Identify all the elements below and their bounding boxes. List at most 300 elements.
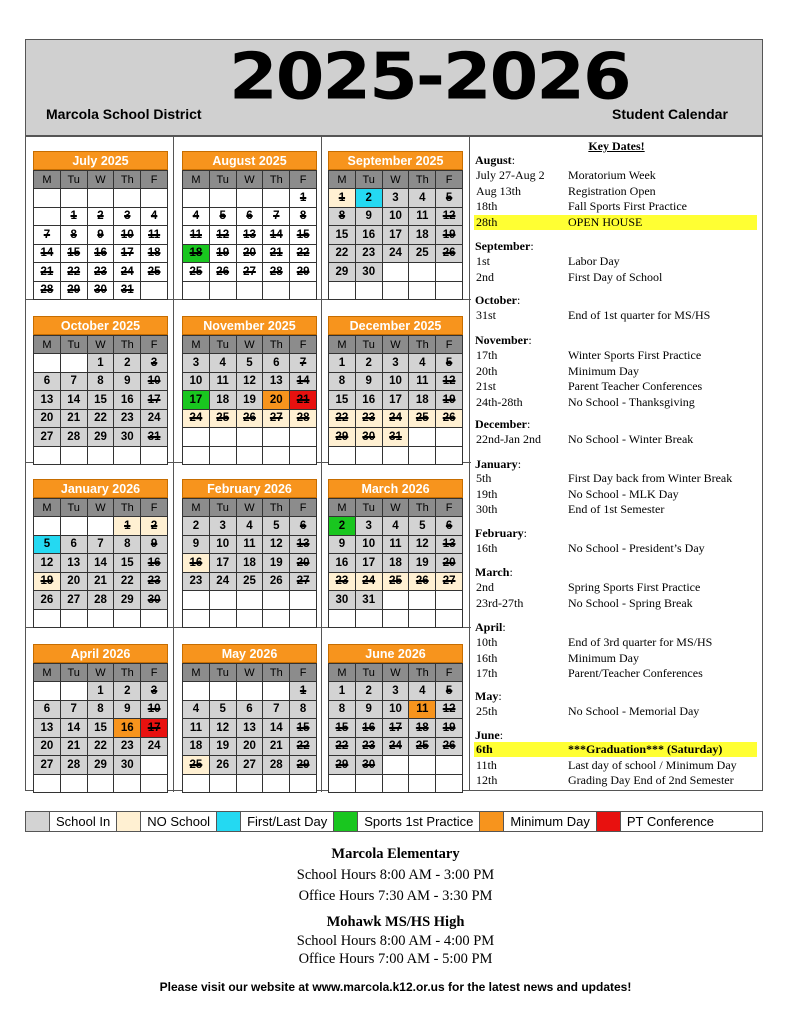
day-cell: 19 [263,554,290,573]
day-cell: 20 [60,572,87,591]
day-cell: 1 [329,189,356,208]
day-cell [114,189,141,208]
weekday-header: F [290,336,317,354]
day-cell: 1 [290,189,317,208]
day-cell [329,774,356,793]
day-cell: 14 [60,391,87,410]
day-cell: 21 [34,263,61,282]
day-cell: 29 [114,591,141,610]
day-cell: 1 [114,517,141,536]
day-cell: 22 [87,409,114,428]
weekday-header: F [290,499,317,517]
key-dates-panel [470,136,763,791]
key-date-row [474,184,757,199]
month-days-table [328,498,463,628]
day-cell: 28 [87,591,114,610]
day-cell [409,446,436,465]
weekday-header: W [236,664,263,682]
day-cell: 17 [382,226,409,245]
month-days-table [328,170,463,300]
day-cell [114,446,141,465]
day-cell [183,189,210,208]
day-cell [436,774,463,793]
day-cell: 27 [436,572,463,591]
day-cell [409,756,436,775]
day-cell: 5 [409,517,436,536]
weekday-header: Tu [355,171,382,189]
legend-swatch [117,812,141,831]
day-cell: 20 [290,554,317,573]
day-cell [141,446,168,465]
weekday-header: Th [263,499,290,517]
day-cell [290,591,317,610]
weekday-header: M [183,499,210,517]
weekday-header: W [87,499,114,517]
day-cell [209,774,236,793]
day-cell: 21 [87,572,114,591]
day-cell [329,281,356,300]
day-cell: 2 [355,682,382,701]
day-cell: 22 [87,737,114,756]
day-cell: 30 [114,756,141,775]
day-cell: 24 [382,409,409,428]
day-cell: 17 [183,391,210,410]
day-cell: 18 [236,554,263,573]
day-cell: 18 [409,226,436,245]
day-cell: 20 [436,554,463,573]
day-cell: 3 [355,517,382,536]
day-cell: 4 [141,207,168,226]
weekday-header: M [34,336,61,354]
day-cell: 29 [329,263,356,282]
key-date-event: No School - President’s Day [568,541,705,555]
day-cell [382,281,409,300]
day-cell [209,446,236,465]
day-cell: 11 [141,226,168,245]
day-cell: 6 [236,207,263,226]
day-cell: 24 [141,737,168,756]
day-cell: 25 [409,737,436,756]
weekday-header: Tu [209,171,236,189]
day-cell: 8 [60,226,87,245]
key-date-row [474,704,757,719]
key-dates-month: November: [475,333,532,347]
month-days-table [33,170,168,300]
day-cell: 8 [290,700,317,719]
day-cell: 1 [290,682,317,701]
day-cell: 25 [382,572,409,591]
day-cell: 27 [236,756,263,775]
weekday-header: Tu [209,664,236,682]
weekday-header: F [436,171,463,189]
day-cell [382,609,409,628]
weekday-header: W [382,171,409,189]
day-cell: 6 [263,354,290,373]
day-cell: 20 [34,737,61,756]
key-date-row [474,308,757,323]
day-cell: 19 [436,226,463,245]
day-cell: 10 [382,372,409,391]
day-cell: 5 [34,535,61,554]
day-cell [60,354,87,373]
day-cell: 2 [141,517,168,536]
day-cell: 30 [355,263,382,282]
day-cell: 10 [209,535,236,554]
high-office-hours: Office Hours 7:00 AM - 5:00 PM [298,951,493,967]
day-cell: 24 [209,572,236,591]
month-name: April 2026 [33,644,168,663]
day-cell: 19 [209,244,236,263]
day-cell: 31 [141,428,168,447]
day-cell [382,263,409,282]
day-cell: 29 [290,263,317,282]
day-cell: 11 [409,700,436,719]
day-cell [87,517,114,536]
day-cell: 2 [355,354,382,373]
month-calendar [328,151,463,300]
day-cell: 25 [141,263,168,282]
day-cell [183,591,210,610]
day-cell: 22 [114,572,141,591]
day-cell: 26 [436,244,463,263]
weekday-header: Th [114,499,141,517]
day-cell: 11 [183,226,210,245]
key-date-event: Labor Day [568,254,620,268]
day-cell: 3 [141,682,168,701]
legend-swatch [334,812,358,831]
day-cell: 10 [141,700,168,719]
month-calendar [182,151,317,300]
weekday-header: M [329,499,356,517]
day-cell: 25 [183,756,210,775]
day-cell: 11 [209,372,236,391]
day-cell: 1 [329,354,356,373]
day-cell: 6 [236,700,263,719]
day-cell: 6 [34,372,61,391]
day-cell: 5 [436,682,463,701]
weekday-header: F [141,336,168,354]
key-date-row [474,487,757,502]
day-cell: 20 [236,737,263,756]
day-cell: 15 [114,554,141,573]
day-cell [60,774,87,793]
day-cell [183,682,210,701]
day-cell: 28 [60,756,87,775]
key-date-row [474,348,757,363]
school-year-title: 2025-2026 [229,38,630,114]
weekday-header: W [236,499,263,517]
key-date-date: 20th [476,363,498,378]
day-cell: 18 [409,719,436,738]
day-cell: 2 [183,517,210,536]
day-cell: 18 [409,391,436,410]
month-calendar [33,316,168,465]
key-date-event: End of 1st Semester [568,502,665,517]
day-cell: 26 [436,409,463,428]
day-cell: 2 [87,207,114,226]
weekday-header: Th [263,664,290,682]
calendar-subtitle: Student Calendar [612,106,728,122]
day-cell [34,774,61,793]
key-date-date: 2nd [476,580,494,594]
day-cell [409,591,436,610]
day-cell [209,428,236,447]
day-cell: 24 [141,409,168,428]
day-cell [382,756,409,775]
day-cell: 2 [355,189,382,208]
legend-first-last-day [217,812,334,831]
day-cell [355,609,382,628]
day-cell: 13 [436,535,463,554]
legend-label: School In [56,814,111,829]
key-date-event: Moratorium Week [568,168,656,182]
key-date-event: OPEN HOUSE [568,214,643,229]
weekday-header: Th [114,336,141,354]
day-cell: 27 [290,572,317,591]
weekday-header: F [436,336,463,354]
key-dates-month: October: [475,293,521,307]
day-cell [141,756,168,775]
weekday-header: M [329,171,356,189]
day-cell: 16 [114,719,141,738]
day-cell: 4 [236,517,263,536]
day-cell [34,446,61,465]
day-cell [290,428,317,447]
day-cell: 29 [329,756,356,775]
day-cell [236,281,263,300]
day-cell [409,263,436,282]
key-date-event: Grading Day End of 2nd Semester [568,773,734,788]
key-date-event: Minimum Day [568,363,639,378]
key-date-row [474,596,757,611]
day-cell: 10 [382,700,409,719]
day-cell: 13 [263,372,290,391]
day-cell: 29 [290,756,317,775]
day-cell: 12 [209,719,236,738]
weekday-header: Tu [60,664,87,682]
key-dates-month: March: [475,565,513,579]
day-cell [409,428,436,447]
day-cell [436,591,463,610]
key-date-event: No School - Spring Break [568,595,693,610]
weekday-header: M [183,664,210,682]
weekday-header: W [87,664,114,682]
day-cell: 18 [183,737,210,756]
month-name: May 2026 [182,644,317,663]
key-date-date: 17th [476,666,498,681]
day-cell: 24 [355,572,382,591]
calendar-header [25,39,763,136]
day-cell: 10 [114,226,141,245]
day-cell: 8 [114,535,141,554]
key-date-date: Aug 13th [476,183,521,198]
key-date-event: No School - Winter Break [568,432,694,446]
key-date-row [474,395,757,410]
weekday-header: M [329,664,356,682]
key-date-event: No School - MLK Day [568,486,679,501]
day-cell: 30 [87,281,114,300]
day-cell [263,281,290,300]
day-cell [436,281,463,300]
month-grid [25,136,470,791]
day-cell: 4 [409,354,436,373]
day-cell: 26 [34,591,61,610]
day-cell: 15 [87,391,114,410]
day-cell [382,591,409,610]
legend-pt-conference [597,812,762,831]
day-cell: 24 [382,737,409,756]
key-dates-month: September: [475,239,534,253]
key-date-event: Registration Open [568,183,656,198]
weekday-header: W [87,336,114,354]
day-cell: 29 [87,428,114,447]
day-cell: 13 [34,391,61,410]
key-date-row [474,379,757,394]
day-cell: 17 [382,719,409,738]
key-date-date: 16th [476,650,498,665]
day-cell: 15 [60,244,87,263]
day-cell [436,263,463,282]
day-cell: 19 [409,554,436,573]
day-cell: 5 [436,354,463,373]
day-cell [183,774,210,793]
weekday-header: W [382,499,409,517]
day-cell [183,446,210,465]
weekday-header: F [436,499,463,517]
legend-swatch [26,812,50,831]
day-cell: 4 [382,517,409,536]
day-cell: 22 [329,737,356,756]
day-cell: 7 [263,207,290,226]
day-cell: 26 [236,409,263,428]
day-cell [329,609,356,628]
weekday-header: Tu [355,664,382,682]
day-cell: 8 [329,207,356,226]
legend-swatch [597,812,621,831]
day-cell: 31 [114,281,141,300]
day-cell: 4 [409,682,436,701]
day-cell: 11 [236,535,263,554]
key-date-row [474,651,757,666]
weekday-header: F [290,171,317,189]
key-date-event: Fall Sports First Practice [568,199,687,214]
weekday-header: Th [409,499,436,517]
day-cell: 11 [409,372,436,391]
month-calendar [182,316,317,465]
high-school-hours: School Hours 8:00 AM - 4:00 PM [296,933,495,949]
key-dates-title: Key Dates! [588,139,645,153]
day-cell [236,591,263,610]
day-cell: 7 [263,700,290,719]
day-cell: 2 [114,682,141,701]
month-calendar [182,479,317,628]
month-days-table [328,335,463,465]
day-cell: 2 [329,517,356,536]
day-cell: 13 [34,719,61,738]
day-cell: 21 [60,737,87,756]
key-date-row [474,471,757,486]
key-date-date: 1st [476,254,491,268]
key-date-date: 31st [476,308,497,322]
day-cell [236,446,263,465]
key-date-row [474,215,757,230]
day-cell: 10 [141,372,168,391]
day-cell [209,189,236,208]
day-cell: 17 [209,554,236,573]
key-date-date: 12th [476,773,498,788]
key-date-event: No School - Thanksgiving [568,394,695,409]
day-cell [183,428,210,447]
legend-label: Minimum Day [510,814,590,829]
legend-label: NO School [147,814,211,829]
day-cell: 4 [209,354,236,373]
month-calendar [328,316,463,465]
key-date-date: July 27-Aug 2 [476,168,545,182]
day-cell: 10 [382,207,409,226]
day-cell: 30 [355,428,382,447]
weekday-header: Th [263,336,290,354]
day-cell [263,591,290,610]
day-cell [87,774,114,793]
key-dates-month: February: [475,526,527,540]
weekday-header: F [436,664,463,682]
day-cell: 16 [329,554,356,573]
key-date-row [474,199,757,214]
day-cell: 1 [87,682,114,701]
day-cell: 17 [355,554,382,573]
key-date-date: 19th [476,486,498,501]
elementary-name: Marcola Elementary [331,846,460,862]
day-cell: 13 [60,554,87,573]
month-calendar [33,151,168,300]
weekday-header: Tu [355,499,382,517]
day-cell [141,609,168,628]
month-days-table [182,498,317,628]
day-cell: 25 [409,409,436,428]
day-cell: 5 [209,700,236,719]
day-cell: 1 [87,354,114,373]
day-cell: 5 [436,189,463,208]
month-name: March 2026 [328,479,463,498]
weekday-header: Th [114,171,141,189]
weekday-header: F [141,171,168,189]
day-cell: 24 [114,263,141,282]
weekday-header: M [34,171,61,189]
day-cell: 28 [290,409,317,428]
day-cell [209,609,236,628]
day-cell: 30 [141,591,168,610]
weekday-header: W [236,171,263,189]
day-cell: 15 [290,226,317,245]
day-cell [60,189,87,208]
month-name: August 2025 [182,151,317,170]
key-dates-month: May: [475,689,502,703]
day-cell: 23 [87,263,114,282]
day-cell [236,609,263,628]
weekday-header: Tu [209,499,236,517]
day-cell: 18 [209,391,236,410]
key-date-row [474,168,757,183]
key-date-date: 23rd-27th [476,595,524,610]
key-date-event: End of 1st quarter for MS/HS [568,308,711,322]
weekday-header: W [87,171,114,189]
day-cell [355,281,382,300]
day-cell: 12 [409,535,436,554]
day-cell: 19 [436,391,463,410]
day-cell [34,207,61,226]
weekday-header: F [141,499,168,517]
day-cell: 9 [329,535,356,554]
